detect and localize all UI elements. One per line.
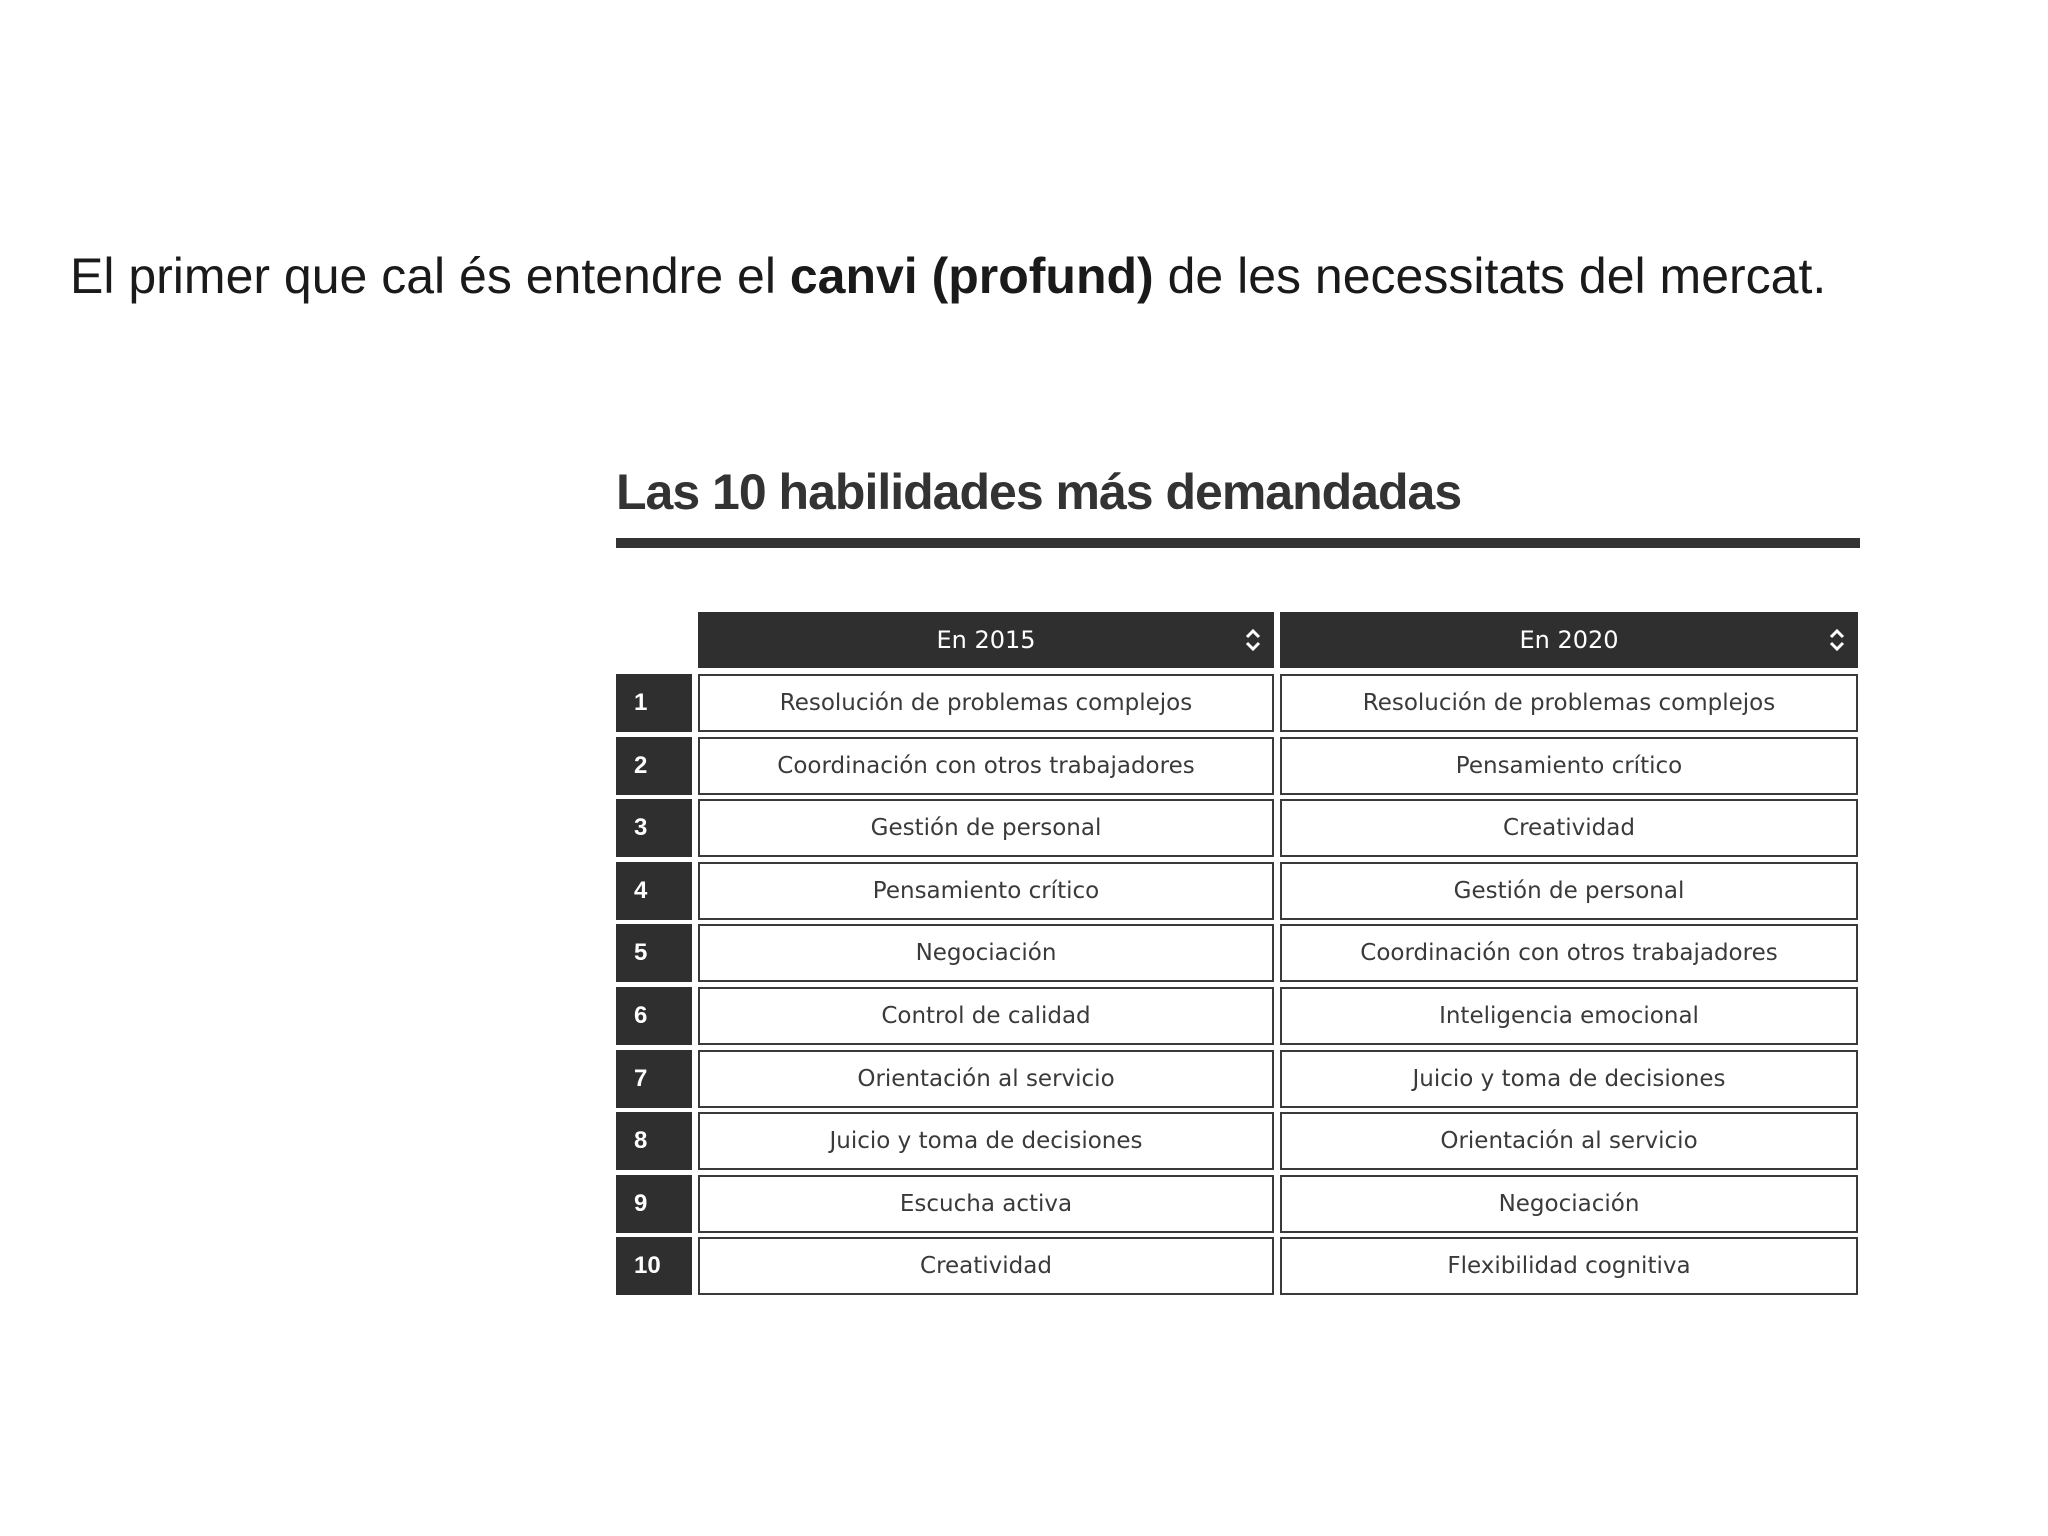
table-row: [616, 1237, 1858, 1295]
rank-cell: 4: [616, 862, 692, 920]
rank-cell: 10: [616, 1237, 692, 1295]
header-2015[interactable]: [698, 612, 1274, 668]
intro-text: [70, 246, 1826, 306]
table-row: [616, 1175, 1858, 1233]
skill-2015-cell: Coordinación con otros trabajadores: [698, 737, 1274, 795]
skill-2020-cell: Flexibilidad cognitiva: [1280, 1237, 1858, 1295]
rank-cell: 7: [616, 1050, 692, 1108]
skill-2015-cell: Orientación al servicio: [698, 1050, 1274, 1108]
rank-cell: 6: [616, 987, 692, 1045]
skill-2015-cell: Creatividad: [698, 1237, 1274, 1295]
table-row: [616, 799, 1858, 857]
skill-2020-cell: Negociación: [1280, 1175, 1858, 1233]
skill-2015-cell: Control de calidad: [698, 987, 1274, 1045]
sort-updown-icon[interactable]: [1244, 626, 1262, 654]
skill-2020-cell: Juicio y toma de decisiones: [1280, 1050, 1858, 1108]
skill-2020-cell: Coordinación con otros trabajadores: [1280, 924, 1858, 982]
intro-before: El primer que cal és entendre el: [70, 248, 790, 304]
skill-2020-cell: Gestión de personal: [1280, 862, 1858, 920]
skill-2020-cell: Inteligencia emocional: [1280, 987, 1858, 1045]
rank-cell: 3: [616, 799, 692, 857]
table-row: [616, 924, 1858, 982]
skill-2020-cell: Resolución de problemas complejos: [1280, 674, 1858, 732]
header-2015-label: En 2015: [936, 626, 1036, 654]
table-row: [616, 987, 1858, 1045]
skill-2015-cell: Gestión de personal: [698, 799, 1274, 857]
table-row: [616, 1050, 1858, 1108]
intro-after: de les necessitats del mercat.: [1153, 248, 1827, 304]
skill-2020-cell: Creatividad: [1280, 799, 1858, 857]
skill-2020-cell: Pensamiento crítico: [1280, 737, 1858, 795]
header-2020-label: En 2020: [1519, 626, 1619, 654]
sort-updown-icon[interactable]: [1828, 626, 1846, 654]
table-row: [616, 1112, 1858, 1170]
intro-bold: canvi (profund): [789, 248, 1154, 304]
table-row: [616, 674, 1858, 732]
rank-cell: 2: [616, 737, 692, 795]
rank-cell: 8: [616, 1112, 692, 1170]
table-row: [616, 737, 1858, 795]
table-title: Las 10 habilidades más demandadas: [616, 464, 1462, 520]
header-2020[interactable]: [1280, 612, 1858, 668]
skill-2015-cell: Pensamiento crítico: [698, 862, 1274, 920]
title-rule: [616, 538, 1860, 548]
table-row: [616, 862, 1858, 920]
skill-2015-cell: Juicio y toma de decisiones: [698, 1112, 1274, 1170]
skill-2015-cell: Escucha activa: [698, 1175, 1274, 1233]
rank-cell: 1: [616, 674, 692, 732]
skill-2020-cell: Orientación al servicio: [1280, 1112, 1858, 1170]
skill-2015-cell: Negociación: [698, 924, 1274, 982]
skill-2015-cell: Resolución de problemas complejos: [698, 674, 1274, 732]
rank-cell: 5: [616, 924, 692, 982]
rank-cell: 9: [616, 1175, 692, 1233]
skills-panel: [616, 454, 1862, 1280]
